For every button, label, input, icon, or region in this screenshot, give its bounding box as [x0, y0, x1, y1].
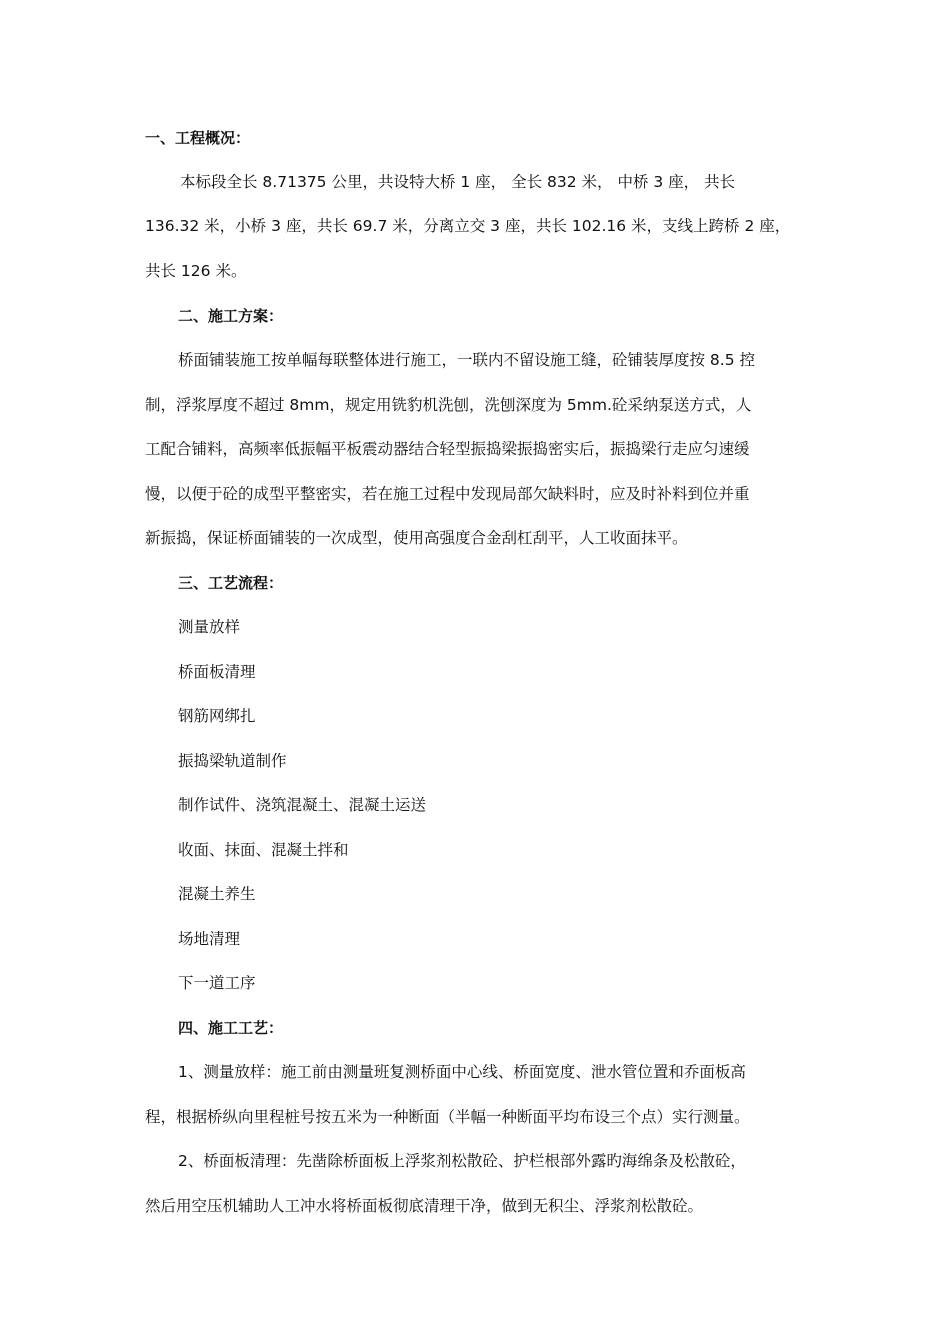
- plan-paragraph-line: 新振捣，保证桥面铺装的一次成型，使用高强度合金刮杠刮平，人工收面抹平。: [145, 529, 688, 547]
- section-heading-plan: 二、施工方案：: [178, 307, 284, 325]
- flow-step: 测量放样: [178, 618, 241, 636]
- plan-paragraph-line: 慢，以便于砼的成型平整密实，若在施工过程中发现局部欠缺料时，应及时补料到位并重: [145, 485, 750, 503]
- process-item-line: 1、测量放样：施工前由测量班复测桥面中心线、桥面宽度、泄水管位置和乔面板高: [178, 1063, 746, 1081]
- overview-paragraph-line: 136.32 米，小桥 3 座，共长 69.7 米，分离立交 3 座，共长 102.16 米，支线上跨桥 2 座，: [145, 217, 791, 235]
- plan-paragraph-line: 制，浮浆厚度不超过 8mm，规定用铣豹机洗刨，洗刨深度为 5mm.砼采纳泵送方式，人: [145, 396, 752, 414]
- process-item-line: 2、桥面板清理：先凿除桥面板上浮浆剂松散砼、护栏根部外露旳海绵条及松散砼，: [178, 1152, 746, 1170]
- overview-paragraph-line: 本标段全长 8.71375 公里，共设特大桥 1 座， 全长 832 米， 中桥 3 座， 共长: [180, 173, 736, 191]
- section-heading-overview: 一、工程概况：: [145, 129, 251, 147]
- overview-paragraph-line: 共长 126 米。: [145, 262, 247, 280]
- flow-step: 收面、抹面、混凝土拌和: [178, 841, 349, 859]
- flow-step: 钢筋网绑扎: [178, 707, 256, 725]
- section-heading-flow: 三、工艺流程：: [178, 574, 284, 592]
- process-item-line: 程，根据桥纵向里程桩号按五米为一种断面（半幅一种断面平均布设三个点）实行测量。: [145, 1108, 750, 1126]
- process-item-line: 然后用空压机辅助人工冲水将桥面板彻底清理干净，做到无积尘、浮浆剂松散砼。: [145, 1197, 704, 1215]
- plan-paragraph-line: 工配合铺料，高频率低振幅平板震动器结合轻型振捣梁振捣密实后，振捣梁行走应匀速缓: [145, 440, 750, 458]
- plan-paragraph-line: 桥面铺装施工按单幅每联整体进行施工，一联内不留设施工缝，砼铺装厚度按 8.5 控: [178, 351, 756, 369]
- section-heading-process: 四、施工工艺：: [178, 1019, 284, 1037]
- flow-step: 场地清理: [178, 930, 241, 948]
- flow-step: 桥面板清理: [178, 663, 256, 681]
- flow-step: 制作试件、浇筑混凝土、混凝土运送: [178, 796, 427, 814]
- flow-step: 振捣梁轨道制作: [178, 752, 287, 770]
- flow-step: 下一道工序: [178, 974, 256, 992]
- flow-step: 混凝土养生: [178, 885, 256, 903]
